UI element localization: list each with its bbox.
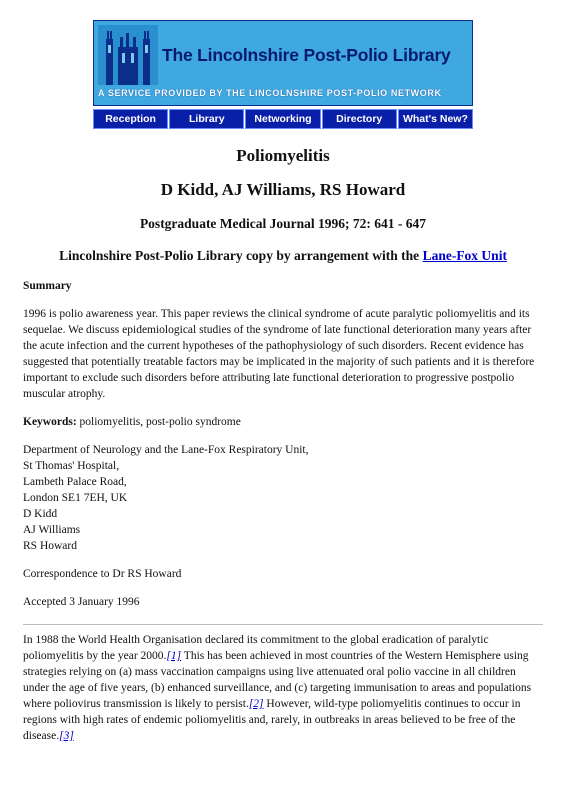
nav-reception[interactable]: Reception — [93, 109, 168, 129]
affiliation-address — [23, 442, 543, 554]
reference-link-2[interactable]: [2] — [248, 698, 264, 710]
banner-header[interactable] — [93, 20, 473, 106]
keywords-label: Keywords: — [23, 416, 77, 428]
section-divider — [23, 624, 543, 625]
document-content — [23, 146, 543, 756]
banner-title: The Lincolnshire Post-Polio Library — [162, 45, 451, 65]
accepted-date: Accepted 3 January 1996 — [23, 596, 140, 608]
nav-directory[interactable]: Directory — [322, 109, 397, 129]
address-line: St Thomas' Hospital, — [23, 460, 120, 472]
body-paragraph — [23, 632, 543, 744]
body-text: In 1988 the World Health Organisation declared its commitment to the global eradication of paralytic poliomyelitis by the year 2000. — [23, 634, 489, 662]
address-line: London SE1 7EH, UK — [23, 492, 128, 504]
journal-citation: Postgraduate Medical Journal 1996; 72: 641 - 647 — [139, 216, 427, 231]
body-text: This has been achieved in most countries of the Western Hemisphere using strategies relying on (a) mass vaccination campaigns using live attenuated oral polio vaccine in all children under the age of five years, (b) enhanced surveillance, and (c) targeting immunisation to areas and populations where poliovirus transmission is likely to persist. — [23, 650, 532, 710]
keywords-value: poliomyelitis, post-polio syndrome — [76, 416, 241, 428]
correspondence: Correspondence to Dr RS Howard — [23, 568, 182, 580]
page-title: Poliomyelitis — [236, 146, 330, 165]
cathedral-icon — [98, 25, 158, 85]
address-line: Lambeth Palace Road, — [23, 476, 127, 488]
banner-subtitle: A SERVICE PROVIDED BY THE LINCOLNSHIRE POST-POLIO NETWORK — [98, 88, 442, 98]
reference-link-3[interactable]: [3] — [59, 730, 74, 742]
lane-fox-unit-link[interactable]: Lane-Fox Unit — [422, 248, 507, 263]
copy-notice — [23, 248, 543, 264]
reference-link-1[interactable]: [1] — [166, 650, 182, 662]
nav-networking[interactable]: Networking — [245, 109, 320, 129]
summary-heading: Summary — [23, 280, 72, 292]
address-line: RS Howard — [23, 540, 77, 552]
body-text: However, wild-type poliomyelitis continues to occur in regions with high rates of endemic poliomyelitis and, rarely, in outbreaks in areas believed to be free of the disease. — [23, 698, 521, 742]
summary-paragraph: 1996 is polio awareness year. This paper reviews the clinical syndrome of acute paralytic poliomyelitis and its sequelae. We discuss epidemiological studies of the syndrome of late functional deterioration many years after the acute infection and the current hypotheses of the pathophysiology of such disorders. Recent evidence has suggested that potentially treatable factors may be implicated in the majority of such patients and it is therefore important to exclude such disorders before attributing late functional deterioration to progressive postpolio muscular atrophy. — [23, 308, 535, 400]
address-line: Department of Neurology and the Lane-Fox Respiratory Unit, — [23, 444, 309, 456]
copy-notice-text: Lincolnshire Post-Polio Library copy by arrangement with the — [59, 248, 423, 263]
nav-library[interactable]: Library — [169, 109, 244, 129]
main-nav — [93, 109, 473, 129]
keywords — [23, 414, 543, 430]
address-line: AJ Williams — [23, 524, 81, 536]
authors: D Kidd, AJ Williams, RS Howard — [160, 180, 406, 199]
address-line: D Kidd — [23, 508, 58, 520]
nav-whats-new[interactable]: What's New? — [398, 109, 473, 129]
site-banner — [93, 20, 473, 130]
